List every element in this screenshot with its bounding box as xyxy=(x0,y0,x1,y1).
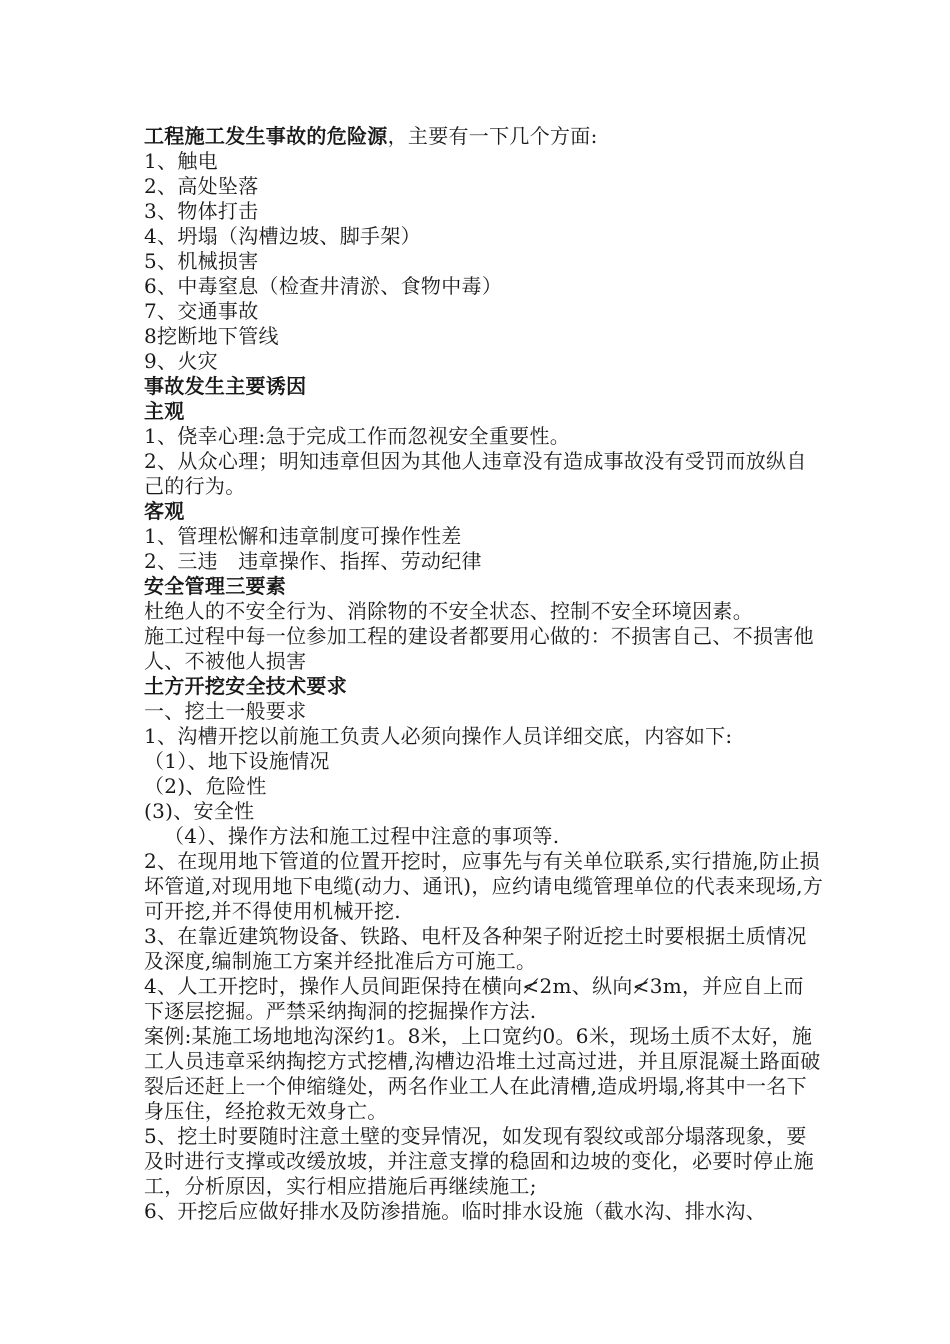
subjective-item: 2、从众心理；明知违章但因为其他人违章没有造成事故没有受罚而放纵自己的行为。 xyxy=(144,449,807,498)
excavation-sub-item: （4）、操作方法和施工过程中注意的事项等. xyxy=(164,824,560,848)
excavation-sub-item: （2)、危险性 xyxy=(144,774,267,798)
safety-elements-heading: 安全管理三要素 xyxy=(144,574,287,598)
excavation-item: 2、在现用地下管道的位置开挖时，应事先与有关单位联系,实行措施,防止损坏管道,对现用地下电缆(动力、通讯)，应约请电缆管理单位的代表来现场,方可开挖,并不得使用机械开挖. xyxy=(144,849,824,923)
hazard-item: 2、高处坠落 xyxy=(144,174,259,198)
objective-item: 2、三违 违章操作、指挥、劳动纪律 xyxy=(144,549,482,573)
excavation-sub-item: （1）、地下设施情况 xyxy=(144,749,330,773)
excavation-item: 6、开挖后应做好排水及防渗措施。临时排水设施（截水沟、排水沟、 xyxy=(144,1199,767,1223)
intro-bold-title: 工程施工发生事故的危险源 xyxy=(144,124,388,148)
hazard-item: 6、中毒窒息（检查井清淤、食物中毒） xyxy=(144,274,503,298)
intro-rest: ，主要有一下几个方面: xyxy=(387,124,598,148)
subjective-heading: 主观 xyxy=(144,399,185,423)
causes-heading: 事故发生主要诱因 xyxy=(144,374,307,398)
excavation-sub-heading: 一、挖土一般要求 xyxy=(144,699,307,723)
subjective-item: 1、侥幸心理:急于完成工作而忽视安全重要性。 xyxy=(144,424,571,448)
excavation-item: 3、在靠近建筑物设备、铁路、电杆及各种架子附近挖土时要根据土质情况及深度,编制施工方案并经批准后方可施工。 xyxy=(144,924,807,973)
hazard-item: 1、触电 xyxy=(144,149,218,173)
case-study: 案例:某施工场地地沟深约1。8米，上口宽约0。6米，现场土质不太好，施工人员违章采纳掏挖方式挖槽,沟槽边沿堆土过高过进，并且原混凝土路面破裂后还赶上一个伸缩缝处，两名作业工人在此清槽,造成坍塌,将其中一名下身压住，经抢救无效身亡。 xyxy=(144,1024,821,1123)
intro-line xyxy=(144,124,824,149)
excavation-item: 4、人工开挖时，操作人员间距保持在横向≮2m、纵向≮3m，并应自上而下逐层挖掘。严禁采纳掏洞的挖掘操作方法. xyxy=(144,974,804,1023)
safety-paragraph: 杜绝人的不安全行为、消除物的不安全状态、控制不安全环境因素。 xyxy=(144,599,753,623)
objective-item: 1、管理松懈和违章制度可操作性差 xyxy=(144,524,462,548)
excavation-item: 1、沟槽开挖以前施工负责人必须向操作人员详细交底，内容如下: xyxy=(144,724,733,748)
hazard-item: 4、坍塌（沟槽边坡、脚手架） xyxy=(144,224,421,248)
excavation-heading: 土方开挖安全技术要求 xyxy=(144,674,347,698)
hazard-item: 7、交通事故 xyxy=(144,299,259,323)
excavation-item: 5、挖土时要随时注意土壁的变异情况，如发现有裂纹或部分塌落现象，要及时进行支撑或改缓放坡，并注意支撑的稳固和边坡的变化，必要时停止施工，分析原因，实行相应措施后再继续施工; xyxy=(144,1124,814,1198)
excavation-sub-item: (3)、安全性 xyxy=(144,799,255,823)
document-page xyxy=(144,124,824,1224)
hazard-item: 8挖断地下管线 xyxy=(144,324,279,348)
safety-paragraph: 施工过程中每一位参加工程的建设者都要用心做的：不损害自己、不损害他人、不被他人损害 xyxy=(144,624,814,673)
hazard-item: 3、物体打击 xyxy=(144,199,259,223)
objective-heading: 客观 xyxy=(144,499,185,523)
hazard-item: 5、机械损害 xyxy=(144,249,259,273)
hazard-item: 9、火灾 xyxy=(144,349,218,373)
